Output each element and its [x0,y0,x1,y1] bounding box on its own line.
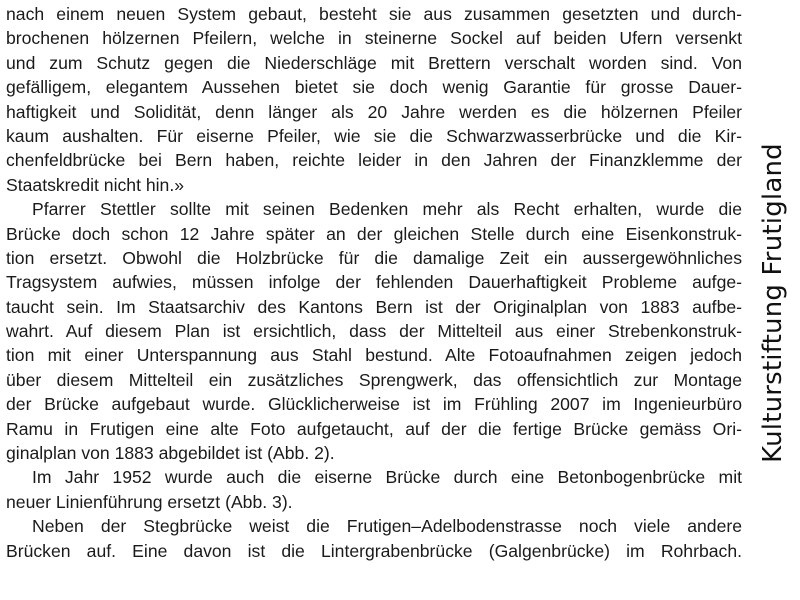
text-line: brochenen hölzernen Pfeilern, welche in steinerne Sockel auf beiden Ufern versenkt [6,28,742,49]
paragraph-3 [6,465,742,514]
text-line: Im Jahr 1952 wurde auch die eiserne Brücke durch eine Betonbogenbrücke mit [32,467,742,488]
text-line: Pfarrer Stettler sollte mit seinen Bedenken mehr als Recht erhalten, wurde die [32,199,742,220]
text-line: chenfeldbrücke bei Bern haben, reichte leider in den Jahren der Finanzklemme der [6,150,742,171]
text-line: Brücken auf. Eine davon ist die Lintergrabenbrücke (Galgenbrücke) im Rohrbach. [6,540,742,561]
text-line: und zum Schutz gegen die Niederschläge mit Brettern verschalt worden sind. Von [6,52,742,73]
text-line: Tragsystem aufwies, müssen infolge der fehlenden Dauerhaftigkeit Probleme aufge- [6,272,742,293]
text-line: kaum aushalten. Für eiserne Pfeiler, wie sie die Schwarzwasserbrücke und die Kir- [6,125,742,146]
side-label-kulturstiftung: Kulturstiftung Frutigland [758,143,788,463]
text-line: wahrt. Auf diesem Plan ist ersichtlich, dass der Mittelteil aus einer Strebenkonstruk- [6,321,742,342]
text-line: nach einem neuen System gebaut, besteht sie aus zusammen gesetzten und durch- [6,4,742,24]
paragraph-1 [6,2,742,197]
paragraph-4 [6,514,742,563]
text-line: taucht sein. Im Staatsarchiv des Kantons Bern ist der Originalplan von 1883 aufbe- [6,296,742,317]
body-text [6,2,742,563]
text-line: Staatskredit nicht hin.» [6,174,184,195]
text-line: Ramu in Frutigen eine alte Foto aufgetaucht, auf der die fertige Brücke gemäss Ori- [6,418,742,439]
text-line: der Brücke aufgebaut wurde. Glücklicherweise ist im Frühling 2007 im Ingenieurbüro [6,394,742,415]
text-line: neuer Linienführung ersetzt (Abb. 3). [6,491,293,512]
paragraph-2 [6,197,742,465]
text-line: ginalplan von 1883 abgebildet ist (Abb. 2). [6,443,335,464]
text-line: über diesem Mittelteil ein zusätzliches Sprengwerk, das offensichtlich zur Montage [6,369,742,390]
text-line: Neben der Stegbrücke weist die Frutigen–Adelbodenstrasse noch viele andere [32,516,742,537]
text-line: tion ersetzt. Obwohl die Holzbrücke für die damalige Zeit ein aussergewöhnliches [6,247,742,268]
text-line: tion mit einer Unterspannung aus Stahl bestund. Alte Fotoaufnahmen zeigen jedoch [6,345,742,366]
text-line: gefälligem, elegantem Aussehen bietet sie doch wenig Garantie für grosse Dauer- [6,77,742,98]
text-line: Brücke doch schon 12 Jahre später an der gleichen Stelle durch eine Eisenkonstruk- [6,223,742,244]
text-line: haftigkeit und Solidität, denn länger als 20 Jahre werden es die hölzernen Pfeiler [6,101,742,122]
